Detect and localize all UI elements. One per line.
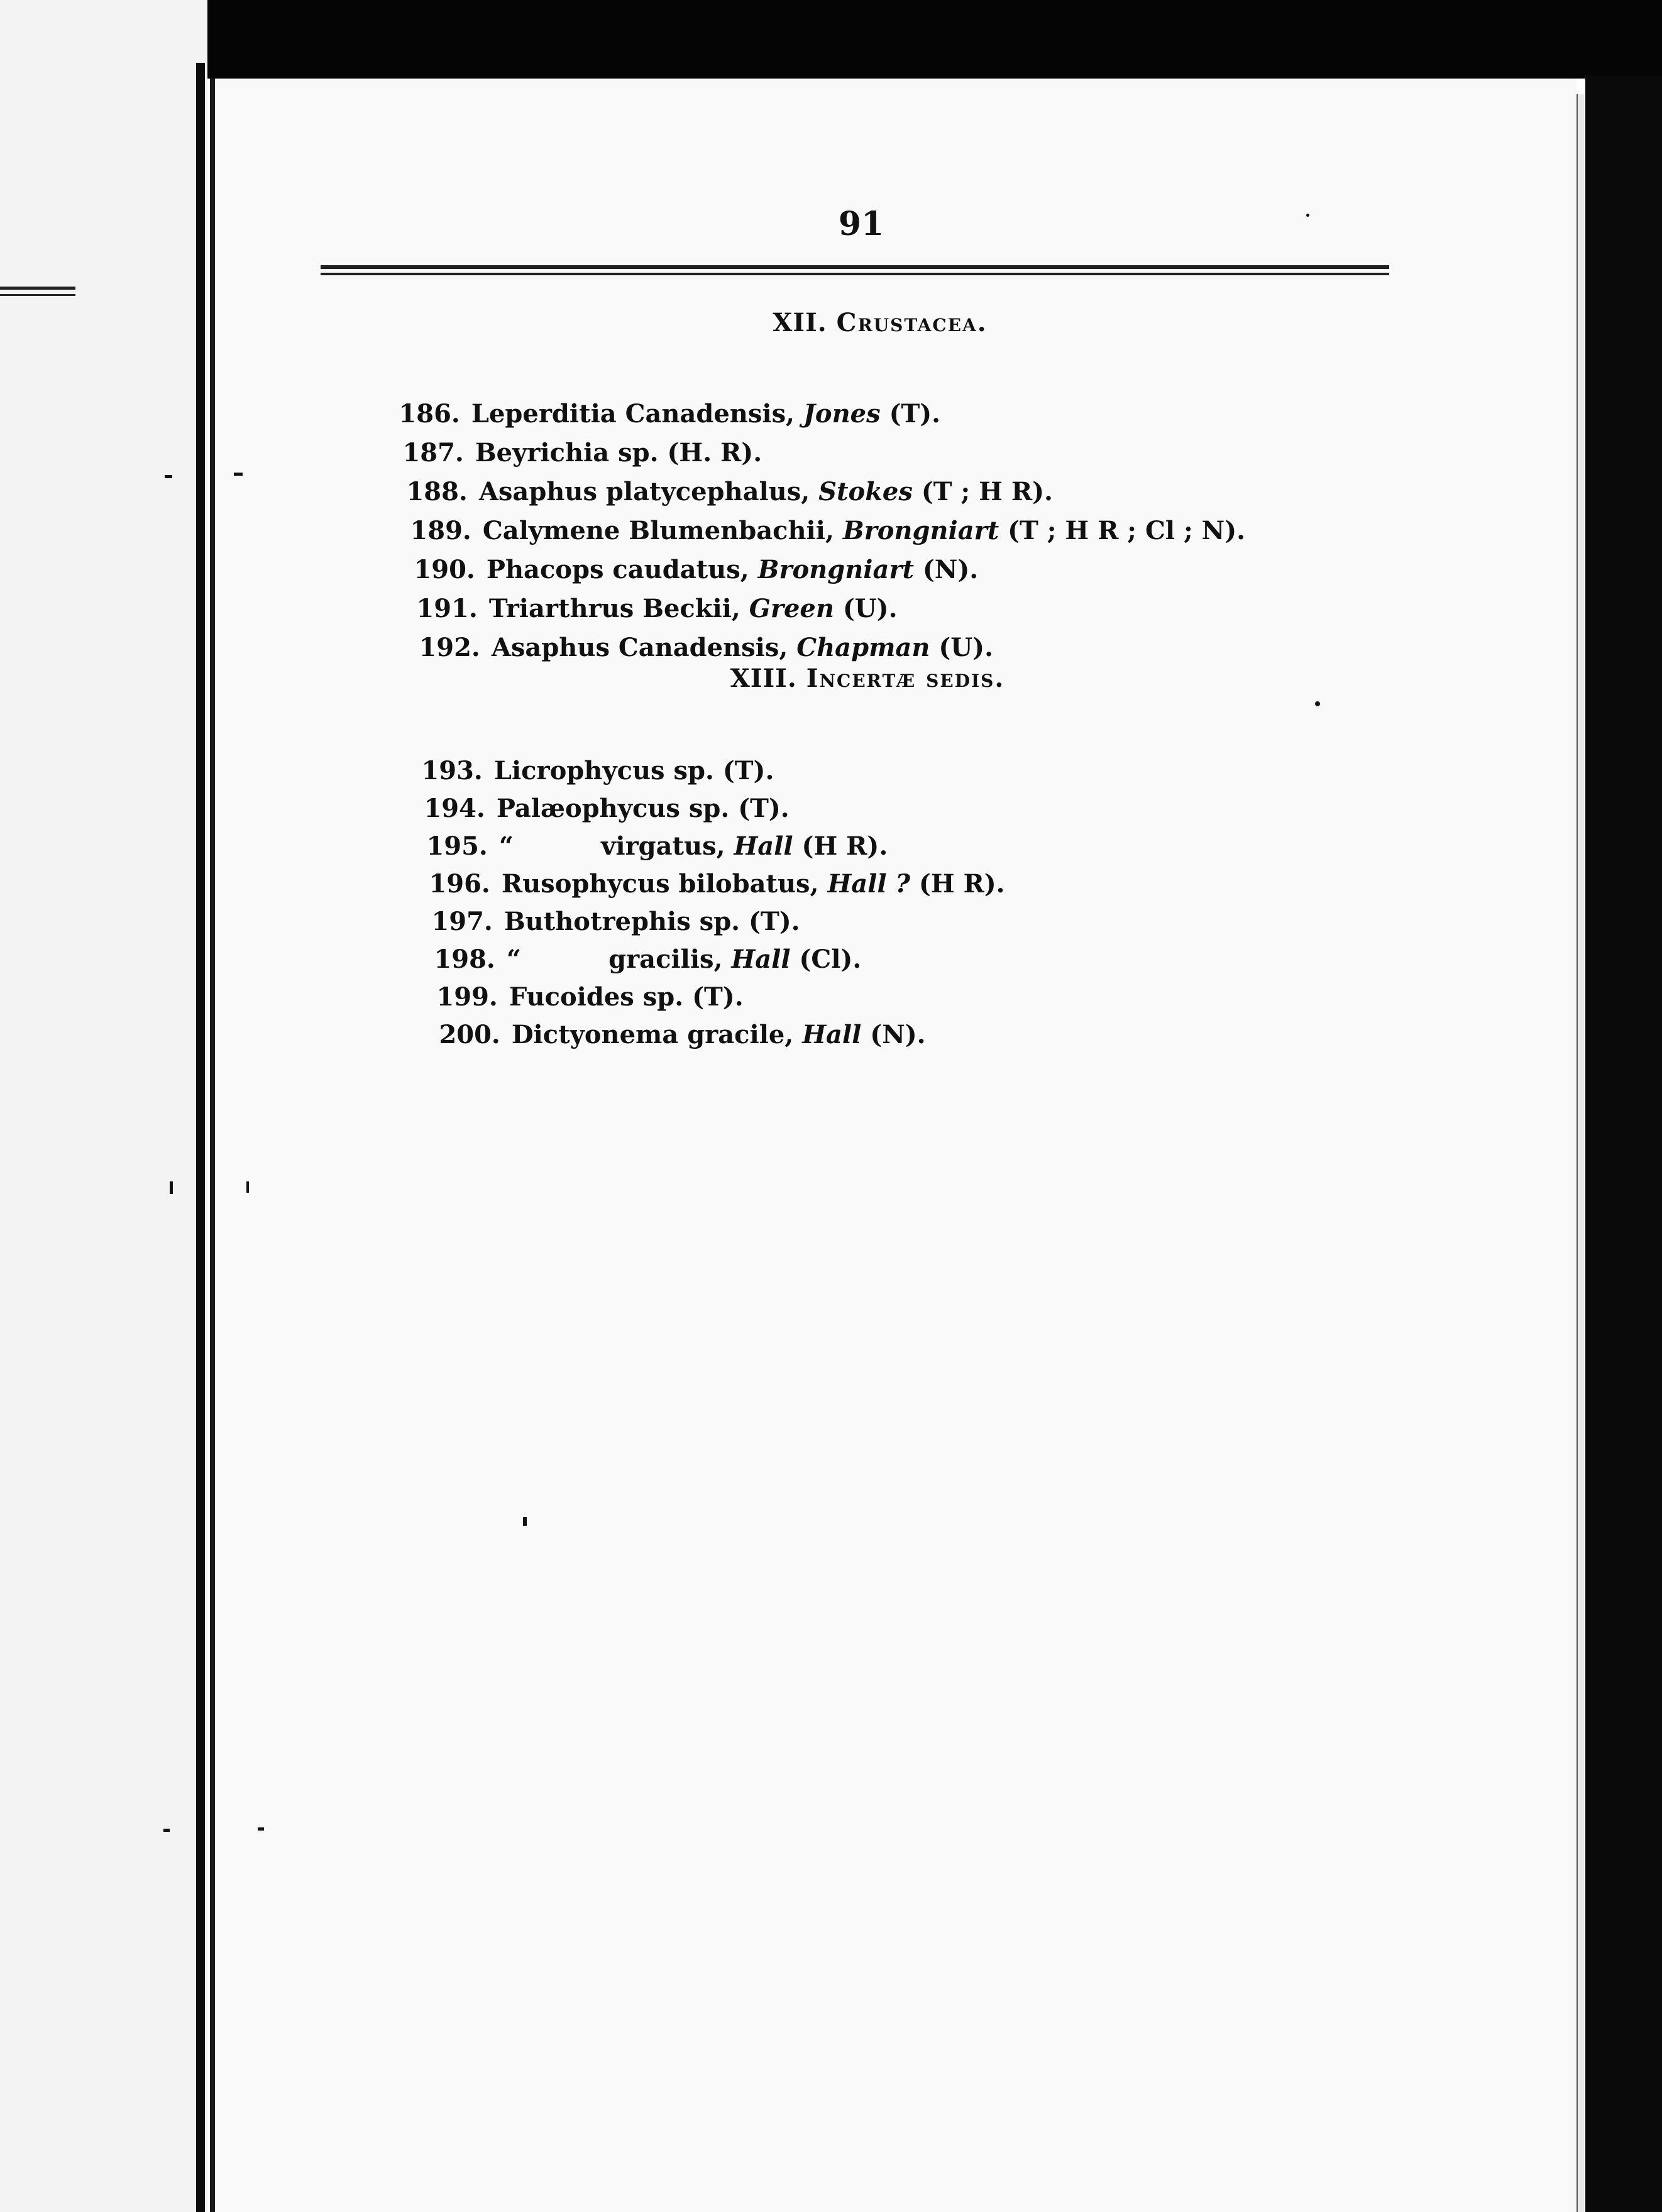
entry-number: 199. — [436, 982, 498, 1012]
species-author: Green — [749, 594, 834, 623]
species-name: Palæophycus sp. — [496, 794, 730, 823]
locality: (H R). — [801, 831, 888, 861]
scan-speck — [246, 1181, 249, 1193]
entry-number: 188. — [406, 477, 468, 506]
entry-number: 197. — [431, 907, 493, 936]
locality: (T ; H R ; Cl ; N). — [1008, 516, 1246, 545]
species-author: Brongniart — [842, 516, 999, 545]
section-title: Incertæ sedis. — [806, 664, 1005, 693]
locality: (N). — [870, 1020, 926, 1049]
species-author: Hall ? — [827, 869, 910, 899]
species-author: Chapman — [796, 633, 930, 662]
locality: (H R). — [918, 869, 1005, 899]
entry-number: 193. — [421, 756, 483, 786]
species-name: Licrophycus sp. — [493, 756, 714, 786]
locality: (U). — [938, 633, 994, 662]
locality: (N). — [922, 555, 979, 584]
scan-speck — [170, 1181, 173, 1194]
list-item — [388, 603, 993, 662]
species-name: Phacops caudatus, — [486, 555, 749, 584]
book-gutter — [210, 69, 215, 2212]
locality: (H. R). — [667, 438, 762, 468]
page-number: 91 — [838, 205, 884, 243]
scan-speck — [1306, 214, 1309, 217]
entry-number: 194. — [424, 794, 485, 823]
species-name: “ gracilis, — [506, 944, 723, 974]
locality: (T). — [738, 794, 790, 823]
entry-number: 195. — [426, 831, 488, 861]
facing-page — [0, 0, 207, 2212]
entry-number: 186. — [399, 399, 460, 429]
locality: (Cl). — [799, 944, 862, 974]
section-numeral: XIII. — [730, 664, 797, 693]
locality: (T). — [722, 756, 774, 786]
locality: (T). — [692, 982, 744, 1012]
entry-number: 192. — [419, 633, 480, 662]
page-edge — [1577, 94, 1584, 2212]
species-name: Fucoides sp. — [509, 982, 684, 1012]
scan-speck — [258, 1827, 264, 1831]
locality: (T). — [889, 399, 941, 429]
facing-page-rule — [0, 287, 75, 290]
scan-speck — [523, 1517, 527, 1526]
species-author: Hall — [802, 1020, 862, 1049]
section-numeral: XII. — [773, 308, 827, 337]
entry-number: 189. — [410, 516, 471, 545]
scan-border-right — [1585, 75, 1662, 2212]
species-name: Rusophycus bilobatus, — [501, 869, 819, 899]
list-item — [409, 990, 926, 1049]
species-name: Dictyonema gracile, — [511, 1020, 794, 1049]
entry-number: 187. — [402, 438, 464, 468]
entry-number: 190. — [414, 555, 475, 584]
species-author: Hall — [731, 944, 791, 974]
locality: (U). — [842, 594, 898, 623]
species-name: Asaphus platycephalus, — [478, 477, 810, 506]
entry-number: 200. — [439, 1020, 500, 1049]
entry-number: 191. — [416, 594, 478, 623]
section-title: Crustacea. — [836, 308, 988, 337]
entry-number: 196. — [429, 869, 490, 899]
species-name: “ virgatus, — [498, 831, 725, 861]
locality: (T ; H R). — [921, 477, 1053, 506]
section-heading-incertae-sedis — [666, 664, 1069, 693]
facing-page-rule — [0, 294, 75, 296]
scan-speck — [1315, 701, 1320, 706]
header-rule — [321, 265, 1389, 275]
scan-speck — [234, 473, 243, 476]
section-heading-crustacea — [691, 308, 1069, 337]
book-gutter — [196, 63, 205, 2212]
scan-border-top — [207, 0, 1662, 79]
species-name: Beyrichia sp. — [475, 438, 659, 468]
species-name: Leperditia Canadensis, — [471, 399, 795, 429]
scan-speck — [165, 475, 172, 478]
species-name: Buthotrephis sp. — [504, 907, 740, 936]
species-name: Asaphus Canadensis, — [491, 633, 788, 662]
entry-number: 198. — [434, 944, 495, 974]
species-author: Brongniart — [757, 555, 914, 584]
species-author: Jones — [803, 399, 881, 429]
species-author: Hall — [734, 831, 793, 861]
locality: (T). — [749, 907, 800, 936]
species-name: Triarthrus Beckii, — [488, 594, 740, 623]
species-author: Stokes — [818, 477, 913, 506]
species-name: Calymene Blumenbachii, — [482, 516, 834, 545]
scan-speck — [163, 1829, 170, 1832]
